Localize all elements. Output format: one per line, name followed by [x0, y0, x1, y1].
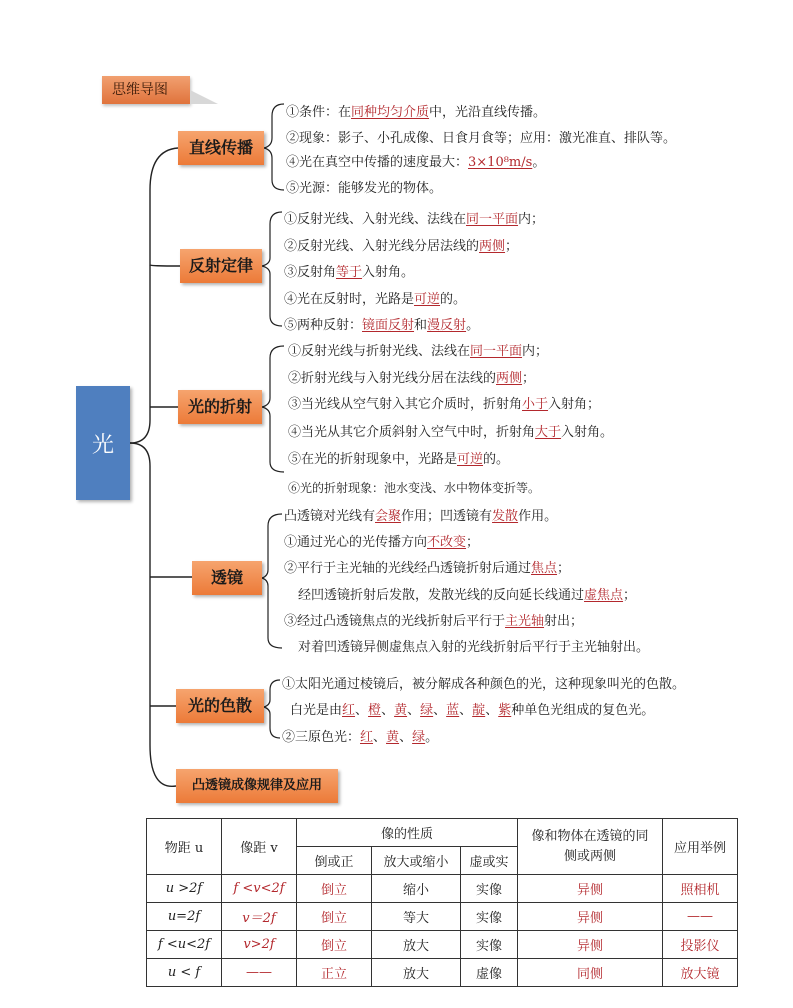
table-row	[147, 931, 738, 959]
key-term: 两侧	[479, 239, 506, 254]
table-cell: 投影仪	[663, 931, 738, 959]
topic-2-item-1	[284, 211, 544, 229]
table-cell: 正立	[297, 959, 372, 987]
table-cell: 同侧	[518, 959, 663, 987]
item-text: 的。	[440, 292, 467, 307]
item-text: 入射角；	[548, 397, 601, 412]
topic-4: 透镜	[192, 561, 262, 595]
item-text: 射出；	[544, 614, 584, 629]
item-text: 。	[532, 155, 546, 170]
key-term: 同种均匀介质	[351, 105, 430, 120]
topic-5-item-1	[282, 676, 685, 694]
item-text: 作用；凹透镜有	[401, 509, 493, 524]
item-text: ①通过光心的光传播方向	[284, 535, 428, 550]
table-cell: 异侧	[518, 903, 663, 931]
key-term: 靛	[472, 703, 486, 718]
item-text: 和	[414, 318, 428, 333]
table-cell: ——	[222, 959, 297, 987]
item-text: ②反射光线、入射光线分居法线的	[284, 239, 480, 254]
key-term: 蓝	[446, 703, 460, 718]
item-text: ④当光从其它介质斜射入空气中时，折射角	[288, 425, 536, 440]
item-text: 作用。	[518, 509, 558, 524]
table-cell: 虚像	[461, 959, 518, 987]
item-text: ①反射光线与折射光线、法线在	[288, 344, 471, 359]
topic-5-item-3	[282, 729, 438, 747]
item-text: ①太阳光通过棱镜后，被分解成各种颜色的光，这种现象叫光的色散。	[282, 677, 686, 692]
key-term: 红	[360, 730, 374, 745]
topic-1: 直线传播	[178, 131, 264, 165]
table-cell: v>2f	[222, 931, 297, 959]
branch-connector-2	[150, 265, 180, 266]
topic-3: 光的折射	[178, 390, 262, 424]
item-text: 、	[399, 730, 413, 745]
header-image-distance: 像距 v	[222, 819, 297, 875]
item-text: 、	[355, 703, 369, 718]
header-image-side: 像和物体在透镜的同侧或两侧	[518, 819, 663, 875]
convex-lens-imaging-table	[146, 818, 738, 987]
table-row	[147, 903, 738, 931]
item-text: ；	[623, 588, 637, 603]
item-text: 、	[381, 703, 395, 718]
topic-3-item-3	[288, 396, 600, 414]
table-cell: u < f	[147, 959, 222, 987]
item-text: 、	[407, 703, 421, 718]
item-text: 对着凹透镜异侧虚焦点入射的光线折射后平行于主光轴射出。	[298, 640, 650, 655]
key-term: 同一平面	[470, 344, 523, 359]
key-term: 虚焦点	[584, 588, 624, 603]
table-cell: 放大	[372, 931, 461, 959]
table-cell: f <v<2f	[222, 875, 297, 903]
topic-4-item-1	[284, 508, 557, 526]
key-term: 同一平面	[466, 212, 519, 227]
key-term: 可逆	[457, 452, 484, 467]
key-term: 紫	[498, 703, 512, 718]
table-cell: 实像	[461, 875, 518, 903]
topic-1-item-3	[286, 154, 545, 172]
item-text: 中，光沿直线传播。	[429, 105, 547, 120]
topic-2-item-3	[284, 264, 414, 282]
item-text: ②折射光线与入射光线分居在法线的	[288, 371, 497, 386]
header-image-properties: 像的性质	[297, 819, 518, 847]
header-orientation: 倒或正	[297, 847, 372, 875]
topic-6: 凸透镜成像规律及应用	[176, 769, 338, 803]
item-text: ③当光线从空气射入其它介质时，折射角	[288, 397, 523, 412]
key-term: 不改变	[427, 535, 467, 550]
key-term: 发散	[492, 509, 519, 524]
topic-4-item-2	[284, 534, 479, 552]
topic-1-item-4	[286, 180, 442, 198]
topic-bracket-1	[264, 104, 284, 190]
item-text: 的。	[483, 452, 510, 467]
item-text: ；	[557, 561, 571, 576]
key-term: 黄	[394, 703, 408, 718]
key-term: 镜面反射	[362, 318, 415, 333]
topic-bracket-4	[262, 514, 282, 648]
item-text: 。	[466, 318, 480, 333]
item-text: 经凹透镜折射后发散，发散光线的反向延长线通过	[298, 588, 585, 603]
key-term: 漫反射	[427, 318, 467, 333]
table-cell: 照相机	[663, 875, 738, 903]
topic-2: 反射定律	[180, 249, 262, 283]
header-application: 应用举例	[663, 819, 738, 875]
table-cell: ——	[663, 903, 738, 931]
item-text: ③经过凸透镜焦点的光线折射后平行于	[284, 614, 506, 629]
table-row	[147, 959, 738, 987]
item-text: ⑤在光的折射现象中，光路是	[288, 452, 458, 467]
table-cell: u >2f	[147, 875, 222, 903]
header-size: 放大或缩小	[372, 847, 461, 875]
topic-4-item-3	[284, 560, 570, 578]
topic-3-item-6	[288, 479, 540, 497]
key-term: 黄	[386, 730, 400, 745]
key-term: 两侧	[496, 371, 523, 386]
topic-5: 光的色散	[176, 689, 264, 723]
item-text: 内；	[518, 212, 545, 227]
key-term: 主光轴	[505, 614, 545, 629]
main-brace	[130, 148, 178, 443]
topic-3-item-2	[288, 370, 535, 388]
root-label: 光	[91, 432, 114, 458]
table-cell: 实像	[461, 931, 518, 959]
item-text: ①反射光线、入射光线、法线在	[284, 212, 467, 227]
item-text: ③反射角	[284, 265, 337, 280]
key-term: 小于	[522, 397, 549, 412]
item-text: 内；	[522, 344, 549, 359]
key-term: 红	[342, 703, 356, 718]
table-cell: 放大镜	[663, 959, 738, 987]
topic-4-item-5	[284, 613, 583, 631]
item-text: ⑥光的折射现象：池水变浅、水中物体变折等。	[288, 481, 541, 495]
item-text: ；	[466, 535, 480, 550]
item-text: ；	[505, 239, 519, 254]
item-text: ⑤光源：能够发光的物体。	[286, 181, 443, 196]
item-text: 入射角。	[561, 425, 614, 440]
item-text: 、	[485, 703, 499, 718]
item-text: ②三原色光：	[282, 730, 361, 745]
item-text: ①条件：在	[286, 105, 352, 120]
item-text: ⑤两种反射：	[284, 318, 363, 333]
topic-5-item-2	[290, 702, 654, 720]
item-text: 、	[433, 703, 447, 718]
topic-1-item-1	[286, 104, 546, 122]
item-text: 凸透镜对光线有	[284, 509, 376, 524]
table-body	[147, 875, 738, 987]
topic-2-item-2	[284, 238, 518, 256]
key-term: 可逆	[414, 292, 441, 307]
table-cell: f <u<2f	[147, 931, 222, 959]
item-text: ④光在反射时，光路是	[284, 292, 415, 307]
key-term: 焦点	[531, 561, 558, 576]
item-text: 白光是由	[290, 703, 343, 718]
key-term: 3×10⁸m/s	[468, 155, 533, 170]
topic-1-item-2	[286, 130, 676, 148]
table-cell: u=2f	[147, 903, 222, 931]
topic-bracket-3	[262, 346, 284, 472]
header-real-virtual: 虚或实	[461, 847, 518, 875]
table-cell: 等大	[372, 903, 461, 931]
item-text: ④光在真空中传播的速度最大：	[286, 155, 469, 170]
topic-2-item-4	[284, 291, 466, 309]
item-text: 入射角。	[362, 265, 415, 280]
banner-label: 思维导图	[112, 82, 168, 98]
key-term: 绿	[412, 730, 426, 745]
table-cell: 倒立	[297, 875, 372, 903]
header-object-distance: 物距 u	[147, 819, 222, 875]
table-cell: 异侧	[518, 875, 663, 903]
table-cell: 放大	[372, 959, 461, 987]
key-term: 大于	[535, 425, 562, 440]
item-text: 。	[425, 730, 439, 745]
topic-3-item-5	[288, 451, 509, 469]
item-text: 、	[459, 703, 473, 718]
root-node-light	[76, 386, 130, 500]
key-term: 绿	[420, 703, 434, 718]
topic-3-item-4	[288, 424, 613, 442]
key-term: 等于	[336, 265, 363, 280]
key-term: 会聚	[375, 509, 402, 524]
table-cell: v＝2f	[222, 903, 297, 931]
table-cell: 倒立	[297, 903, 372, 931]
table-row	[147, 875, 738, 903]
table-cell: 实像	[461, 903, 518, 931]
table-cell: 缩小	[372, 875, 461, 903]
topic-4-item-6	[298, 639, 649, 657]
topic-2-item-5	[284, 317, 479, 335]
item-text: 、	[373, 730, 387, 745]
topic-bracket-5	[264, 680, 280, 738]
table-cell: 倒立	[297, 931, 372, 959]
topic-bracket-2	[262, 212, 282, 326]
item-text: ；	[522, 371, 536, 386]
item-text: ②平行于主光轴的光线经凸透镜折射后通过	[284, 561, 532, 576]
topic-4-item-4	[298, 587, 636, 605]
item-text: ②现象：影子、小孔成像、日食月食等；应用：激光准直、排队等。	[286, 131, 677, 146]
main-brace-lower	[130, 443, 176, 786]
topic-3-item-1	[288, 343, 548, 361]
table-cell: 异侧	[518, 931, 663, 959]
item-text: 种单色光组成的复色光。	[511, 703, 655, 718]
key-term: 橙	[368, 703, 382, 718]
